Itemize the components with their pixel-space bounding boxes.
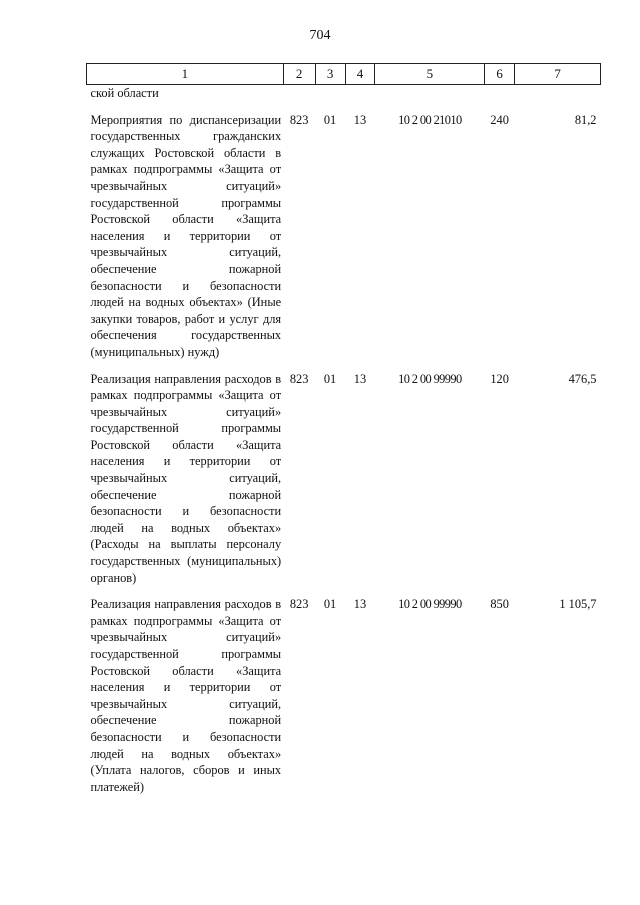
header-row: [87, 64, 601, 85]
table-row: [87, 102, 601, 361]
continuation-row: [87, 85, 601, 102]
header-col-5: 5: [375, 64, 485, 85]
empty-cell: [485, 85, 515, 102]
table-header: [87, 64, 601, 85]
empty-cell: [375, 85, 485, 102]
header-col-3: 3: [315, 64, 345, 85]
table-row: [87, 361, 601, 587]
empty-cell: [345, 85, 375, 102]
budget-table: [86, 63, 601, 795]
empty-cell: [283, 85, 315, 102]
row-description: Мероприятия по диспансеризации государственных гражданских служащих Ростовской области в рамках подпрограммы «Защита от чрезвычайных ситуаций» государственной программы Ростовской области «Защита населения и территории от чрезвычайных ситуаций, обеспечение пожарной безопасности и безопасности людей на водных объектах» (Иные закупки товаров, работ и услуг для обеспечения государственных (муниципальных) нужд): [90, 112, 282, 359]
row-target-code: 10 2 00 99990: [398, 371, 462, 386]
page-number: 704: [309, 28, 331, 43]
row-target-code: 10 2 00 21010: [398, 112, 462, 127]
row-expense-type: 120: [490, 371, 509, 386]
row-ministry-code: 823: [289, 371, 309, 386]
row-description: Реализация направления расходов в рамках подпрограммы «Защита от чрезвычайных ситуаций» государственной программы Ростовской области «Защита населения и территории от чрезвычайных ситуаций, обеспечение пожарной безопасности и безопасности людей на водных объектах» (Уплата налогов, сборов и иных платежей): [90, 597, 282, 794]
row-description: Реализация направления расходов в рамках подпрограммы «Защита от чрезвычайных ситуаций» государственной программы Ростовской области «Защита населения и территории от чрезвычайных ситуаций, обеспечение пожарной безопасности и безопасности людей на водных объектах» (Расходы на выплаты персоналу государственных (муниципальных) органов): [90, 371, 282, 585]
row-ministry-code: 823: [289, 112, 309, 127]
table-body: [87, 85, 601, 796]
header-col-2: 2: [283, 64, 315, 85]
row-expense-type: 240: [490, 112, 509, 127]
header-col-7: 7: [515, 64, 601, 85]
table-row: [87, 586, 601, 795]
empty-cell: [315, 85, 345, 102]
row-target-code: 10 2 00 99990: [398, 597, 462, 612]
row-subsection: 13: [353, 597, 367, 612]
empty-cell: [515, 85, 601, 102]
row-subsection: 13: [353, 112, 367, 127]
row-section: 01: [323, 597, 337, 612]
header-col-1: 1: [87, 64, 284, 85]
row-amount: 81,2: [574, 112, 597, 127]
continuation-text: ской области: [90, 86, 159, 100]
row-ministry-code: 823: [289, 597, 309, 612]
row-amount: 1 105,7: [559, 597, 597, 612]
row-expense-type: 850: [490, 597, 509, 612]
header-col-6: 6: [485, 64, 515, 85]
row-amount: 476,5: [568, 371, 597, 386]
row-section: 01: [323, 371, 337, 386]
row-section: 01: [323, 112, 337, 127]
header-col-4: 4: [345, 64, 375, 85]
row-subsection: 13: [353, 371, 367, 386]
